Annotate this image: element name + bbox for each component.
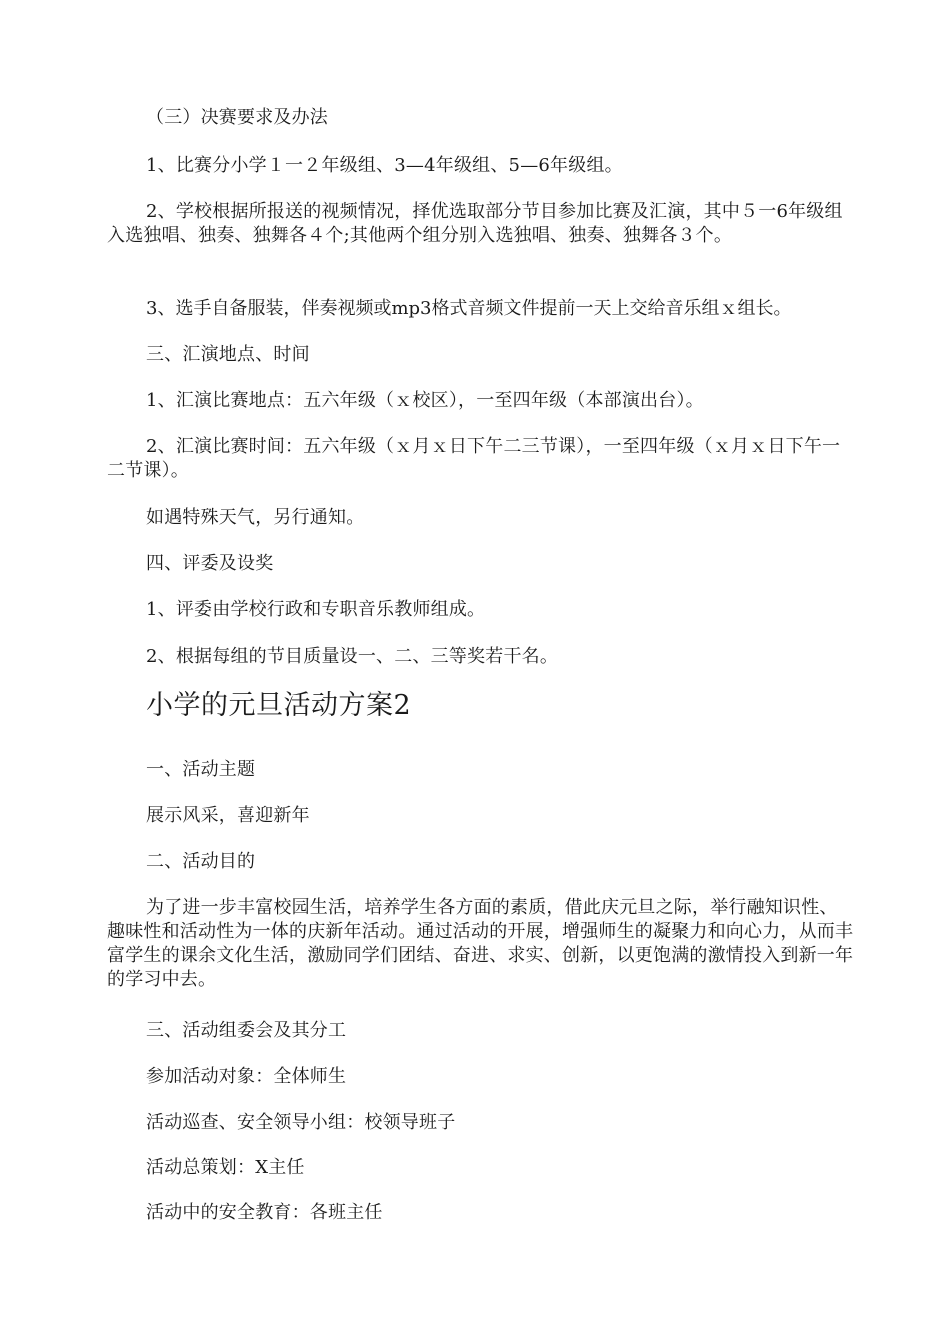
paragraph-purpose: 为了进一步丰富校园生活，培养学生各方面的素质，借此庆元旦之际，举行融知识性、趣味性和活动性为一体的庆新年活动。通过活动的开展，增强师生的凝聚力和向心力，从而丰富学生的课余文化生活，激励同学们团结、奋进、求实、创新，以更饱满的激情投入到新一年的学习中去。 <box>107 897 854 990</box>
paragraph-safety-education: 活动中的安全教育：各班主任 <box>146 1202 383 1223</box>
paragraph-selection: 2、学校根据所报送的视频情况，择优选取部分节目参加比赛及汇演，其中５一6年级组入选独唱、独奏、独舞各４个;其他两个组分别入选独唱、独奏、独舞各３个。 <box>107 201 843 246</box>
document-heading: 小学的元旦活动方案2 <box>146 690 412 721</box>
paragraph-judges: 1、评委由学校行政和专职音乐教师组成。 <box>146 599 486 620</box>
paragraph-time: 2、汇演比赛时间：五六年级（ｘ月ｘ日下午二三节课），一至四年级（ｘ月ｘ日下午一二节课）。 <box>107 436 841 481</box>
section-title-theme: 一、活动主题 <box>146 759 256 780</box>
paragraph-theme: 展示风采，喜迎新年 <box>146 805 310 826</box>
paragraph-safety-group: 活动巡查、安全领导小组：校领导班子 <box>146 1112 456 1133</box>
paragraph-participants: 参加活动对象：全体师生 <box>146 1066 347 1087</box>
paragraph-venue: 1、汇演比赛地点：五六年级（ｘ校区），一至四年级（本部演出台）。 <box>146 390 704 411</box>
paragraph-planner: 活动总策划：X主任 <box>146 1157 305 1178</box>
section-title-venue-time: 三、汇演地点、时间 <box>146 344 310 365</box>
section-title-purpose: 二、活动目的 <box>146 851 256 872</box>
paragraph-grade-groups: 1、比赛分小学１一２年级组、3—4年级组、5—6年级组。 <box>146 155 623 176</box>
paragraph-weather: 如遇特殊天气，另行通知。 <box>146 507 365 528</box>
paragraph-costume: 3、选手自备服装，伴奏视频或mp3格式音频文件提前一天上交给音乐组ｘ组长。 <box>146 298 792 319</box>
section-title-judges: 四、评委及设奖 <box>146 553 274 574</box>
paragraph-awards: 2、根据每组的节目质量设一、二、三等奖若干名。 <box>146 646 559 667</box>
section-title-committee: 三、活动组委会及其分工 <box>146 1020 347 1041</box>
subsection-title-finals: （三）决赛要求及办法 <box>146 107 328 128</box>
